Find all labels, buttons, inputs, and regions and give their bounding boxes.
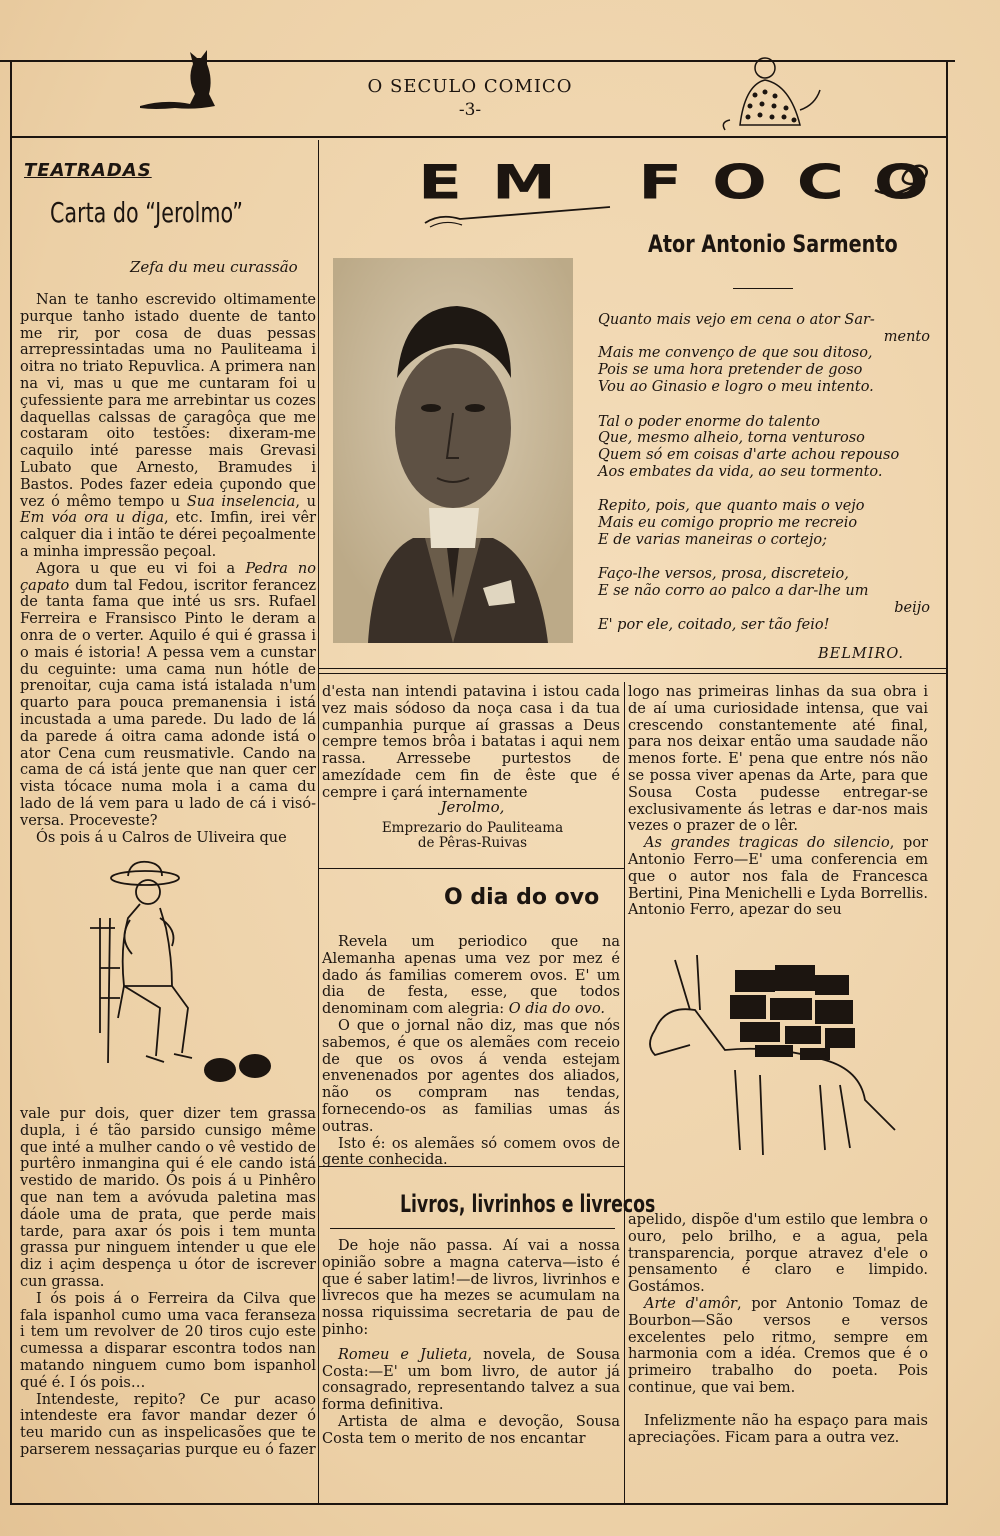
letter-p2-rest: dum tal Fedou, iscritor ferancez de tanta fama que inté us srs. Rufael Ferreira e Fransisco Pinto le deram a onra de o verter. Aquilo é qui é grassa i o mais é istoria! A pessa vem a cunstar du ceguinte: uma cama nun hótle de prenoitar, cuja cama istá istalada n'um quarto para pouca premanensia i istá incustada a uma parede. Du lado de lá da parede á oitra cama adonde istá o ator Cena cum reusmativle. Cando na cama de cá istá jente que nan quer cer vista tócace numa mola i a cama du lado de lá vem para u lado de cá i visó-versa. Proceveste? (20, 577, 317, 829)
letter-p5: I ós pois á o Ferreira da Cilva que fala ispanhol cumo uma vaca feranseza i tem um revolver de 20 tiros cujo este cumessa a disparar escontra todos nan matando ninguem cumo bom ispanhol qué é. I ós pois… (20, 1290, 316, 1391)
ovo-p2: O que o jornal não diz, mas que nós sabemos, é que os alemães com receio de que os ovos á venda estejam envenenados por agentes dos aliados, não os compram nas tendas, fornecendo-os as familias umas ás outras. (322, 1017, 620, 1135)
article-title: Carta do “Jerolmo” (50, 196, 243, 229)
letter-p4: vale pur dois, quer dizer tem grassa dupla, i é tão parsido cunsigo même que inté a mulher cando o vê vestido de purtêro inmangina qui é ele cando istá vestido de marido. Ós pois á u Pinhêro que nan tem a avóvuda paletina mas dáole uma de prata, que perde mais tarde, para axar ós pois i tem munta grassa pur ninguem intender u que ele diz i açim despença u ótor de iscrever cun grassa. (20, 1106, 316, 1290)
letter-text-upper (20, 292, 316, 846)
cat-silhouette-icon (135, 44, 225, 114)
letter-p1-mid: , u (295, 493, 316, 510)
letter-cont-text: d'esta nan intendi patavina i istou cada vez mais sódoso da noça casa i da tua cumpanhia purque aí grassas a Deus cempre temos brôa i batatas i aqui nem rassa. Arressebe purtestos de amezídade cem fin de êste que é cempre i çará internamente (322, 684, 620, 801)
review-p4-em: Arte d'amôr (644, 1295, 737, 1312)
sonnet (598, 312, 930, 651)
letter-p1: Nan te tanho escrevido oltimamente purque tanho istado duente de tanto me rir, por cosa de duas pessas arrepressintadas uma no Pauliteama i oitra no triato Repuvlica. A primera nan na vi, mas u que me cuntaram foi u çufessiente para me arrebintar us cozes daquellas calssas de çaragôça que me costaram oito testões: dixeram-me caquilo inté paresse mais Grevasi Lubato que Arnesto, Bramudes i Bastos. Podes fazer edeia çupondo que vez ó mêmo tempo u (20, 292, 316, 510)
verse-line: Faço-lhe versos, prosa, discreteio, (598, 566, 849, 583)
livros-p3: Artista de alma e devoção, Sousa Costa tem o merito de nos encantar (322, 1413, 620, 1447)
foco-bottom-rule (318, 668, 946, 669)
ovo-title: O dia do ovo (444, 885, 600, 910)
livros-p1: De hoje não passa. Aí vai a nossa opinião sobre a magna caterva—isto é que é saber latim!—de livros, livrinhos e livrecos que ha mezes se acumulam na nossa riquissima secretaria de pau de pinho: (322, 1238, 620, 1338)
verse-line: Mais me convenço de que sou ditoso, (598, 345, 873, 362)
column-rule-left-lower (318, 848, 319, 1503)
review-p5: Infelizmente não ha espaço para mais apreciações. Ficam para a outra vez. (628, 1412, 928, 1446)
letter-p1-em1: Sua inselencia (186, 493, 296, 510)
letter-continuation (322, 684, 620, 802)
verse-line: Mais eu comigo proprio me recreio (598, 515, 858, 532)
letter-p6: Intendeste, repito? Ce pur acaso intendeste era favor mandar dezer ó teu marido cun as inspelicasões que te parserem nessaçarias purque eu ó fazer (20, 1391, 316, 1458)
ovo-p1-em: O dia do ovo. (508, 1001, 606, 1018)
sonnet-stanza-1 (598, 312, 930, 396)
title-underline-flourish (420, 205, 620, 231)
letter-signature (330, 800, 615, 851)
letter-p1-end: , etc. Imfin, irei vêr calquer dia i intão te dérei peçoalmente a minha impressão peçoal. (20, 510, 316, 560)
livros-p2-em: Romeu e Julieta (338, 1346, 468, 1363)
letter-p3: Ós pois á u Calros de Uliveira que (36, 829, 287, 846)
ovo-top-rule (318, 868, 624, 869)
sonnet-stanza-2 (598, 414, 930, 481)
letter-p1-em2: Em vóa ora u diga (20, 510, 165, 527)
verse-line: mento (883, 328, 930, 345)
column-rule-left (318, 140, 319, 848)
seated-man-sketch (60, 858, 280, 1090)
verse-line: Quanto mais vejo em cena o ator Sar- (598, 312, 875, 328)
poem-author: BELMIRO. (818, 646, 905, 662)
review-p2: , por Antonio Ferro—E' uma conferencia em que o autor nos fala de Francesca Bertini, Pina Menichelli e Lyda Borrellis. Antonio Ferro, apezar do seu (628, 835, 928, 919)
verse-line: Quem só em coisas d'arte achou repouso (598, 446, 900, 463)
header-bottom-rule (10, 136, 948, 138)
review-p1: logo nas primeiras linhas da sua obra i de aí uma curiosidade intensa, que vai crescendo constantemente até final, para nos deixar então uma saudade não menos forte. E' pena que entre nós não se possa viver apenas da Arte, para que Sousa Costa pudesse entregar-se exclusivamente ás letras e dar-nos mais vezes o prazer de o lêr. (628, 684, 928, 835)
review-text-lower (628, 1212, 928, 1446)
donkey-with-books-sketch (635, 950, 925, 1165)
sonnet-stanza-3 (598, 498, 930, 548)
verse-line: Repito, pois, que quanto mais o vejo (598, 498, 865, 515)
masthead-title: O SECULO COMICO (367, 76, 573, 97)
section-label: TEATRADAS (24, 160, 152, 181)
signature-line: de Pêras-Ruivas (417, 835, 528, 851)
signature-name: Jerolmo, (440, 798, 505, 816)
verse-line: E de varias maneiras o cortejo; (598, 531, 827, 548)
review-p2-em: As grandes tragicas do silencio (644, 835, 890, 852)
ovo-text (322, 934, 620, 1169)
foco-subtitle: Ator Antonio Sarmento (648, 230, 898, 258)
subtitle-rule (733, 288, 793, 289)
column-rule-right (624, 682, 625, 1503)
verse-line: Tal o poder enorme do talento (598, 413, 820, 430)
flourish-icon (870, 160, 940, 200)
verse-line: Que, mesmo alheio, torna venturoso (598, 430, 865, 447)
verse-line: beijo (894, 599, 930, 616)
review-p3: apelido, dispõe d'um estilo que lembra o ouro, pelo brilho, e a agua, pela transparencia, porque atravez d'ele o pensamento é claro e limpido. Gostámos. (628, 1212, 928, 1296)
livros-p2: , novela, de Sousa Costa:—E' um bom livro, de autor já consagrado, representando talvez a sua forma definitiva. (322, 1346, 620, 1414)
em-foco-title: EM FOCO (418, 155, 959, 211)
sonnet-stanza-4 (598, 566, 930, 633)
verse-line: E' por ele, coitado, ser tão feio! (598, 616, 830, 633)
page-number: -3- (458, 100, 482, 120)
ovo-p3: Isto é: os alemães só comem ovos de gente conhecida. (322, 1135, 620, 1169)
ovo-p1: Revela um periodico que na Alemanha apenas uma vez por mez é dado ás familias comerem ovos. E' um dia de festa, esse, que todos denominam com alegria: (322, 934, 620, 1018)
letter-salutation: Zefa du meu curassão (130, 258, 298, 276)
actor-portrait (333, 258, 573, 643)
letter-p2-em: Pedra no çapato (20, 560, 317, 594)
livros-text (322, 1238, 620, 1448)
livros-title: Livros, livrinhos e livrecos (400, 1190, 656, 1218)
verse-line: Pois se uma hora pretender de goso (598, 362, 863, 379)
lady-caricature-icon (720, 50, 830, 135)
letter-p2-start: Agora u que eu vi foi a (36, 560, 236, 577)
letter-text-lower (20, 1106, 316, 1459)
verse-line: E se não corro ao palco a dar-lhe um (598, 583, 869, 600)
review-text-upper (628, 684, 928, 919)
verse-line: Aos embates da vida, ao seu tormento. (598, 463, 883, 480)
verse-line: Vou ao Ginasio e logro o meu intento. (598, 378, 874, 395)
livros-bottom-rule (330, 1228, 615, 1229)
foco-bottom-rule-2 (318, 673, 946, 674)
signature-line: Emprezario do Pauliteama (381, 820, 564, 836)
review-p4: , por Antonio Tomaz de Bourbon—São versos e versos excelentes pelo ritmo, sempre em harmonia com a idéa. Cremos que é o primeiro trabalho do poeta. Pois continue, que vai bem. (628, 1295, 928, 1396)
